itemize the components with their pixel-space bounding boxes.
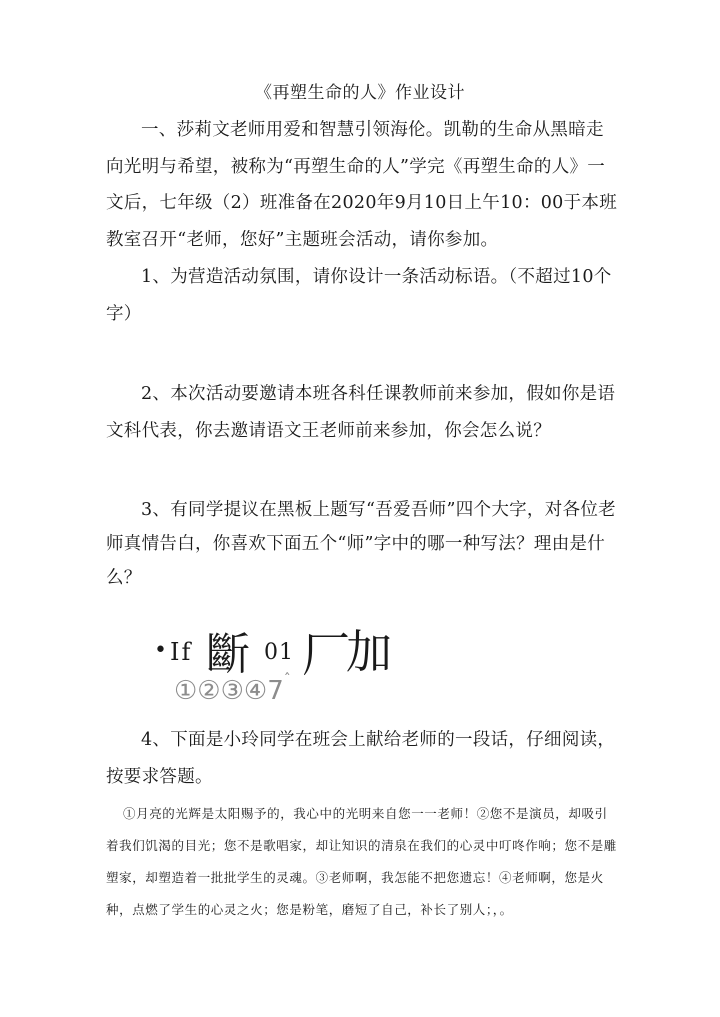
question-2: 2、本次活动要邀请本班各科任课教师前来参加，假如你是语文科代表，你去邀请语文王老师前来参加，你会怎么说？: [106, 384, 616, 441]
question-3: 3、有同学提议在黑板上题写“吾爱吾师”四个大字，对各位老师真情告白，你喜欢下面五个“师”字中的哪一种写法？理由是什么？: [106, 500, 616, 588]
caret-mark: ˆ: [283, 672, 291, 688]
intro-paragraph: 一、莎莉文老师用爱和智慧引领海伦。凯勒的生命从黑暗走向光明与希望，被称为“再塑生命的人”学完《再塑生命的人》一文后，七年级（2）班准备在2020年9月10日上午10：00于本班教室召开“老师，您好”主题班会活动，请你参加。: [106, 120, 618, 250]
page-title: 《再塑生命的人》作业设计: [255, 83, 465, 103]
sample-numbers: [174, 672, 291, 706]
sample-glyph-chang: 厂: [302, 627, 351, 683]
sample-glyph-if: If: [170, 638, 193, 666]
bullet-glyph: •: [154, 638, 167, 663]
sample-glyph-01: 01: [264, 640, 294, 665]
reading-passage: ①月亮的光辉是太阳赐予的，我心中的光明来自您一一老师！②您不是演员，却吸引着我们饥渴的目光；您不是歌唱家，却让知识的清泉在我们的心灵中叮咚作响；您不是雕塑家，却塑造着一批批学生的灵魂。③老师啊，我怎能不把您遗忘！④老师啊，您是火种，点燃了学生的心灵之火；您是粉笔，磨短了自己，补长了别人；，。: [106, 806, 617, 917]
question-1: 1、为营造活动氛围，请你设计一条活动标语。（不超过10个字）: [106, 267, 612, 324]
calligraphy-samples: [150, 612, 550, 683]
sample-glyph-jia: 加: [346, 625, 392, 679]
sample-glyph-duan: 斷: [206, 629, 250, 680]
question-4: 4、下面是小玲同学在班会上献给老师的一段话，仔细阅读，按要求答题。: [106, 730, 616, 787]
sample-number-labels: ①②③④7: [174, 676, 284, 706]
